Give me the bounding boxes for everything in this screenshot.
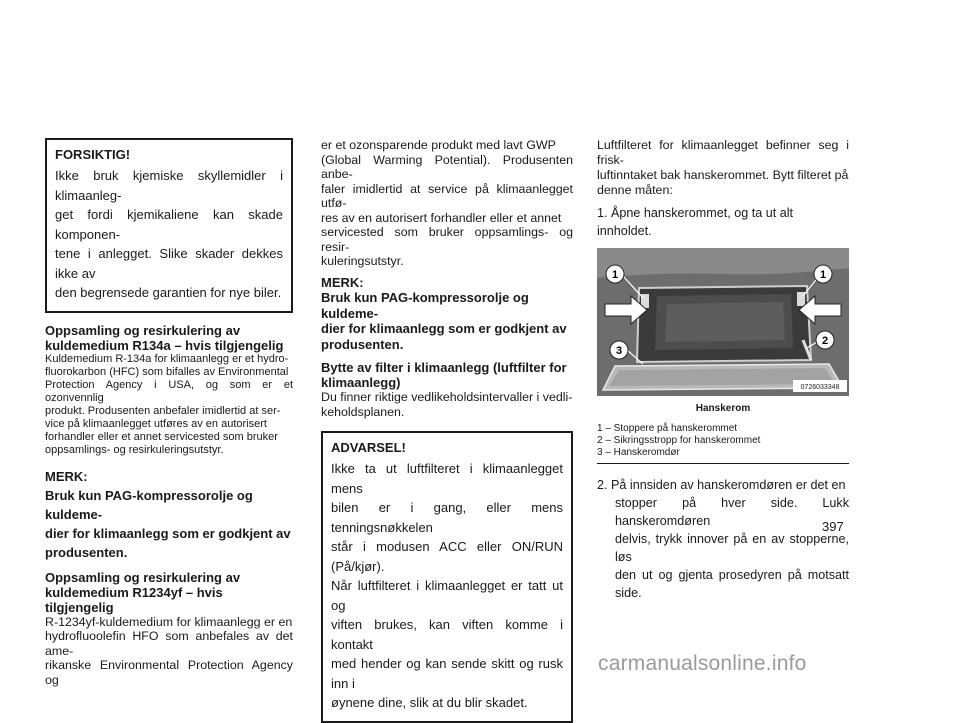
step-2 <box>597 476 849 602</box>
note-line: dier for klimaanlegg som er godkjent av <box>321 321 567 336</box>
note-line: Bruk kun PAG-kompressorolje og kuldeme- <box>321 290 529 321</box>
note-label: MERK: <box>321 274 364 290</box>
note-label: MERK: <box>45 468 88 484</box>
step-line: den ut og gjenta prosedyren på motsatt side. <box>615 568 849 600</box>
caution-text <box>55 166 283 303</box>
page-number: 397 <box>822 519 844 534</box>
text-line: forhandler eller et annet servicested som bruker <box>45 430 278 443</box>
heading-line: kuldemedium R134a – hvis tilgjengelig <box>45 337 284 353</box>
legend-item: 2 – Sikringsstropp for hanskerommet <box>597 435 761 446</box>
intro-text <box>597 138 849 198</box>
legend-item: 1 – Stoppere på hanskerommet <box>597 423 738 434</box>
text-line: res av en autorisert forhandler eller et annet <box>321 210 562 225</box>
figure-caption: Hanskerom <box>695 403 751 414</box>
column-middle <box>321 138 573 723</box>
callout-label: 1 <box>611 269 619 281</box>
warning-box <box>321 431 573 723</box>
caution-box <box>45 138 293 313</box>
text-line: Protection Agency i USA, og som er et ozonvennlig <box>45 378 293 404</box>
section-text-r1234yf <box>45 615 293 688</box>
heading-line: kuldemedium R1234yf – hvis tilgjengelig <box>45 584 223 615</box>
note-block-left <box>45 467 293 562</box>
note-line: produsenten. <box>45 544 128 560</box>
text-line: er et ozonsparende produkt med lavt GWP <box>321 138 556 152</box>
callout-label: 3 <box>615 345 623 357</box>
callout-label: 2 <box>821 335 829 347</box>
caution-line: Ikke bruk kjemiske skyllemidler i klimaanleg- <box>55 168 283 203</box>
caution-line: get fordi kjemikaliene kan skade komponen- <box>55 207 283 242</box>
text-line: faler imidlertid at service på klimaanlegget utfø- <box>321 181 573 210</box>
note-line: produsenten. <box>321 336 404 352</box>
step-1: 1. Åpne hanskerommet, og ta ut alt innholdet. <box>597 206 794 238</box>
text-line: fluorokarbon (HFC) som bifalles av Environmental <box>45 365 289 378</box>
glovebox-figure <box>597 248 849 396</box>
section-heading-r1234yf <box>45 570 293 615</box>
watermark: carmanualsonline.info <box>598 652 807 675</box>
text-line: Kuldemedium R-134a for klimaanlegg er et hydro- <box>45 352 289 365</box>
step-line: delvis, trykk innover på en av stopperne, løs <box>615 532 849 564</box>
text-line: vice på klimaanlegget utføres av en autorisert <box>45 417 267 430</box>
step-line: 2. På innsiden av hanskeromdøren er det en <box>597 478 846 492</box>
section-text-r134a <box>45 353 293 457</box>
warning-line: Når luftfilteret i klimaanlegget er tatt ut og <box>331 578 563 613</box>
caution-title: FORSIKTIG! <box>55 147 131 162</box>
text-line: kuleringsutstyr. <box>321 254 404 268</box>
heading-line: klimaanlegg) <box>321 375 401 390</box>
callout-label: 1 <box>819 269 827 281</box>
warning-text <box>331 459 563 713</box>
text-line: Luftfilteret for klimaanlegget befinner seg i frisk- <box>597 138 849 167</box>
text-line: R-1234yf-kuldemedium for klimaanlegg er en <box>45 614 293 629</box>
caution-line: den begrensede garantien for nye biler. <box>55 285 282 300</box>
text-line: (Global Warming Potential). Produsenten anbe- <box>321 152 573 181</box>
heading-line: Bytte av filter i klimaanlegg (luftfilter for <box>321 360 567 375</box>
heading-line: Oppsamling og resirkulering av <box>45 569 241 585</box>
legend-item: 3 – Hanskeromdør <box>597 447 680 458</box>
text-line: servicested som bruker oppsamlings- og resir- <box>321 225 573 254</box>
warning-line: Ikke ta ut luftfilteret i klimaanlegget mens <box>331 461 563 496</box>
column-left <box>45 138 293 687</box>
note-block-middle <box>321 275 573 353</box>
text-line: Du finner riktige vedlikeholdsintervaller i vedli- <box>321 390 573 404</box>
note-line: dier for klimaanlegg som er godkjent av <box>45 525 291 541</box>
section-heading-r134a <box>45 323 293 353</box>
filter-text <box>321 390 573 419</box>
text-line: denne måten: <box>597 183 673 197</box>
glovebox-illustration <box>597 248 849 396</box>
text-line: produkt. Produsenten anbefaler imidlertid at ser- <box>45 404 281 417</box>
text-line: keholdsplanen. <box>321 404 405 419</box>
warning-line: står i modusen ACC eller ON/RUN (På/kjør). <box>331 539 563 574</box>
text-line: luftinntaket bak hanskerommet. Bytt filteret på <box>597 168 849 182</box>
warning-line: viften brukes, kan viften komme i kontakt <box>331 617 563 652</box>
note-line: Bruk kun PAG-kompressorolje og kuldeme- <box>45 487 253 522</box>
warning-title: ADVARSEL! <box>331 440 406 455</box>
heading-line: Oppsamling og resirkulering av <box>45 322 241 338</box>
text-line: hydrofluoolefin HFO som anbefales av det ame- <box>45 629 293 658</box>
filter-heading <box>321 360 573 390</box>
figure-legend <box>597 423 849 464</box>
text-line: rikanske Environmental Protection Agency og <box>45 658 293 687</box>
text-line: oppsamlings- og resirkuleringsutstyr. <box>45 443 224 456</box>
caution-line: tene i anlegget. Slike skader dekkes ikke av <box>55 246 283 281</box>
column-right <box>597 138 849 602</box>
figure-code: 0726033348 <box>800 384 840 391</box>
warning-line: med hender og kan sende skitt og rusk inn i <box>331 656 563 691</box>
warning-line: bilen er i gang, eller mens tenningsnøkkelen <box>331 500 563 535</box>
continued-text <box>321 138 573 269</box>
warning-line: øynene dine, slik at du blir skadet. <box>331 695 528 710</box>
step-line: stopper på hver side. Lukk hanskeromdøren <box>615 496 849 528</box>
